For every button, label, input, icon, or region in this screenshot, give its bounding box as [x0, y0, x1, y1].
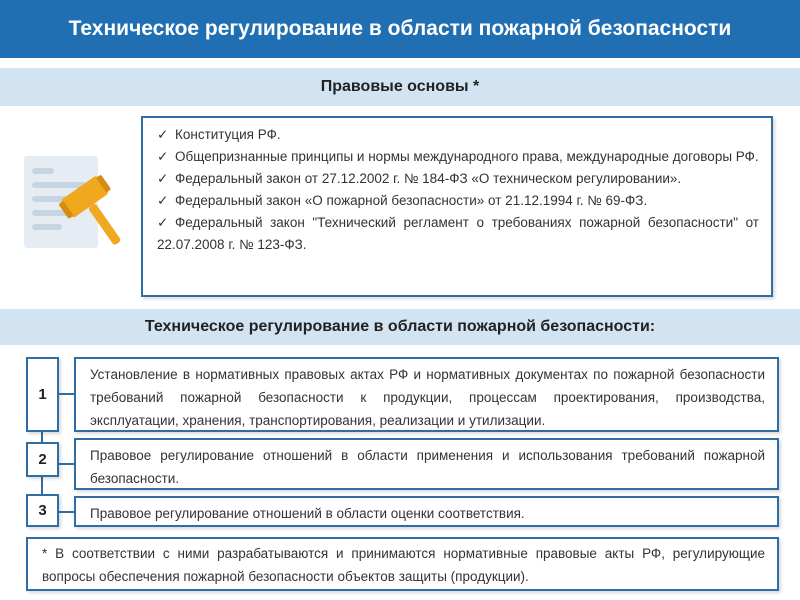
- regulation-item-3: Правовое регулирование отношений в области оценки соответствия.: [74, 496, 779, 527]
- list-item: ✓ Федеральный закон "Технический регламент о требованиях пожарной безопасности" от 22.07.2008 г. № 123-ФЗ.: [157, 212, 759, 256]
- check-icon: ✓: [157, 171, 169, 186]
- page-title: Техническое регулирование в области пожарной безопасности: [68, 17, 732, 40]
- footnote: * В соответствии с ними разрабатываются и принимаются нормативные правовые акты РФ, регулирующие вопросы обеспечения пожарной безопасности объектов защиты (продукции).: [26, 537, 779, 591]
- list-item: ✓ Общепризнанные принципы и нормы международного права, международные договоры РФ.: [157, 146, 759, 168]
- legal-basis-list: [141, 116, 773, 297]
- connector-line: [59, 511, 74, 513]
- step-number-3: 3: [26, 494, 59, 527]
- list-item: ✓ Федеральный закон от 27.12.2002 г. № 184-ФЗ «О техническом регулировании».: [157, 168, 759, 190]
- check-icon: ✓: [157, 215, 169, 230]
- legal-basis-heading: Правовые основы *: [320, 78, 480, 95]
- regulation-header: [0, 309, 800, 345]
- list-item: ✓ Федеральный закон «О пожарной безопасности» от 21.12.1994 г. № 69-ФЗ.: [157, 190, 759, 212]
- list-item: ✓ Конституция РФ.: [157, 124, 759, 146]
- regulation-item-2: Правовое регулирование отношений в области применения и использования требований пожарной безопасности.: [74, 438, 779, 490]
- regulation-item-1: Установление в нормативных правовых актах РФ и нормативных документах по пожарной безопасности требований пожарной безопасности к продукции, процессам проектирования, производства, эксплуатации, хранения, транспортирования, реализации и утилизации.: [74, 357, 779, 432]
- check-icon: ✓: [157, 127, 169, 142]
- regulation-heading: Техническое регулирование в области пожарной безопасности:: [144, 318, 656, 335]
- check-icon: ✓: [157, 193, 169, 208]
- check-icon: ✓: [157, 149, 169, 164]
- title-bar: [0, 0, 800, 58]
- legal-basis-header: [0, 68, 800, 106]
- connector-line: [41, 432, 43, 442]
- connector-line: [59, 463, 74, 465]
- gavel-document-icon: [20, 150, 130, 260]
- connector-line: [59, 393, 74, 395]
- step-number-2: 2: [26, 442, 59, 477]
- step-number-1: 1: [26, 357, 59, 432]
- connector-line: [41, 477, 43, 494]
